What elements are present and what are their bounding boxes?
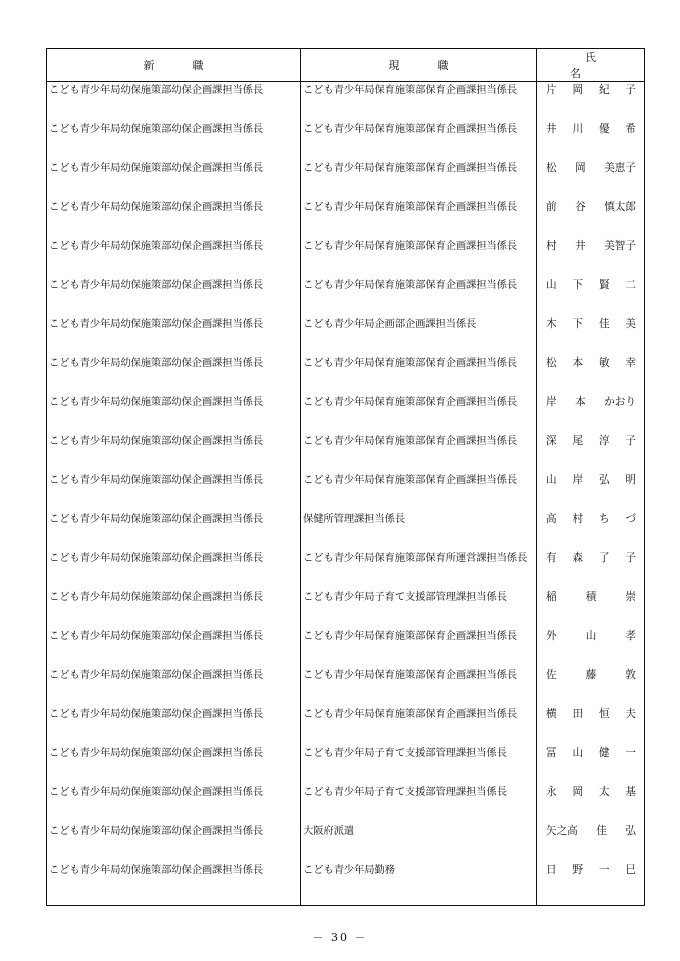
- name-part: 矢之高: [546, 824, 578, 837]
- name-part: 美智子: [604, 239, 636, 252]
- current-position-cell: こども青少年局保育施策部保育企画課担当係長: [301, 706, 537, 745]
- current-position-cell: こども青少年局保育施策部保育企画課担当係長: [301, 472, 537, 511]
- name-part: 弘: [598, 473, 610, 486]
- name-text: [546, 241, 636, 252]
- table-row: [47, 862, 645, 906]
- table-row: [47, 160, 645, 199]
- name-part: 崇: [625, 590, 636, 603]
- name-part: 子: [625, 84, 636, 96]
- name-cell: [537, 628, 645, 667]
- name-text: [546, 865, 636, 876]
- name-part: 積: [585, 590, 597, 603]
- table-row: [47, 82, 645, 121]
- name-part: 岡: [572, 785, 584, 798]
- new-position-cell: こども青少年局幼保施策部幼保企画課担当係長: [47, 745, 301, 784]
- name-cell: [537, 316, 645, 355]
- name-part: 下: [572, 278, 584, 291]
- name-part: 紀: [598, 84, 610, 96]
- new-position-cell: こども青少年局幼保施策部幼保企画課担当係長: [47, 784, 301, 823]
- name-part: 下: [572, 317, 584, 330]
- name-part: 本: [575, 395, 586, 408]
- current-position-cell: こども青少年局保育施策部保育企画課担当係長: [301, 667, 537, 706]
- name-part: 松: [546, 356, 557, 369]
- name-part: 美恵子: [604, 161, 636, 174]
- name-text: [546, 163, 636, 174]
- table-row: [47, 667, 645, 706]
- name-text: [546, 748, 636, 759]
- table-row: [47, 355, 645, 394]
- table-row: [47, 238, 645, 277]
- name-part: 淳: [598, 434, 610, 447]
- name-text: [546, 709, 636, 720]
- name-cell: [537, 667, 645, 706]
- table-row: [47, 199, 645, 238]
- name-part: 巳: [625, 863, 636, 876]
- name-part: 岡: [575, 161, 586, 174]
- name-text: [546, 670, 636, 681]
- name-text: [546, 475, 636, 486]
- name-cell: [537, 745, 645, 784]
- name-part: 山: [546, 278, 557, 291]
- table-row: [47, 121, 645, 160]
- name-part: 川: [572, 122, 584, 135]
- new-position-cell: こども青少年局幼保施策部幼保企画課担当係長: [47, 82, 301, 121]
- table-row: [47, 745, 645, 784]
- name-part: 本: [572, 356, 584, 369]
- name-part: 岡: [572, 84, 584, 96]
- name-part: 日: [546, 863, 557, 876]
- name-part: 井: [575, 239, 586, 252]
- name-part: 恒: [598, 707, 610, 720]
- new-position-cell: こども青少年局幼保施策部幼保企画課担当係長: [47, 160, 301, 199]
- name-part: 孝: [625, 629, 636, 642]
- name-part: 優: [598, 122, 610, 135]
- name-cell: [537, 433, 645, 472]
- current-position-cell: こども青少年局子育て支援部管理課担当係長: [301, 589, 537, 628]
- header-name: 氏名: [537, 49, 645, 82]
- name-cell: [537, 589, 645, 628]
- new-position-cell: こども青少年局幼保施策部幼保企画課担当係長: [47, 238, 301, 277]
- name-part: 希: [625, 122, 636, 135]
- name-text: [546, 280, 636, 291]
- name-part: 松: [546, 161, 557, 174]
- name-part: 山: [546, 473, 557, 486]
- name-part: 夫: [625, 707, 636, 720]
- name-part: ち: [598, 512, 610, 525]
- name-cell: [537, 277, 645, 316]
- name-text: [546, 85, 636, 96]
- name-part: 二: [625, 278, 636, 291]
- name-part: 一: [625, 746, 636, 759]
- new-position-cell: こども青少年局幼保施策部幼保企画課担当係長: [47, 511, 301, 550]
- new-position-cell: こども青少年局幼保施策部幼保企画課担当係長: [47, 433, 301, 472]
- name-part: 太: [598, 785, 610, 798]
- name-part: 永: [546, 785, 557, 798]
- name-text: [546, 124, 636, 135]
- name-cell: [537, 706, 645, 745]
- name-part: 藤: [585, 668, 597, 681]
- name-part: 外: [546, 629, 557, 642]
- name-part: 前: [546, 200, 557, 213]
- name-cell: [537, 784, 645, 823]
- name-part: 田: [572, 707, 584, 720]
- name-part: 基: [625, 785, 636, 798]
- name-text: [546, 358, 636, 369]
- new-position-cell: こども青少年局幼保施策部幼保企画課担当係長: [47, 823, 301, 862]
- name-part: 冨: [546, 746, 557, 759]
- name-part: 美: [625, 317, 636, 330]
- current-position-cell: こども青少年局保育施策部保育企画課担当係長: [301, 238, 537, 277]
- new-position-cell: こども青少年局幼保施策部幼保企画課担当係長: [47, 277, 301, 316]
- table-row: [47, 394, 645, 433]
- name-cell: [537, 550, 645, 589]
- name-part: 森: [572, 551, 584, 564]
- name-part: 岸: [546, 395, 557, 408]
- name-part: 有: [546, 551, 557, 564]
- name-part: 佳: [598, 317, 610, 330]
- name-cell: [537, 160, 645, 199]
- header-row: [47, 49, 645, 82]
- page-number: － 30 －: [312, 931, 368, 944]
- name-cell: [537, 862, 645, 906]
- name-part: 賢: [598, 278, 610, 291]
- table-row: [47, 472, 645, 511]
- current-position-cell: こども青少年局勤務: [301, 862, 537, 906]
- table-row: [47, 706, 645, 745]
- name-part: 谷: [575, 200, 586, 213]
- name-part: 健: [598, 746, 610, 759]
- name-text: [546, 787, 636, 798]
- name-part: 子: [625, 434, 636, 447]
- current-position-cell: こども青少年局保育施策部保育企画課担当係長: [301, 355, 537, 394]
- table-row: [47, 511, 645, 550]
- name-part: 明: [625, 473, 636, 486]
- header-current-position: 現職: [301, 49, 537, 82]
- header-new-position: 新職: [47, 49, 301, 82]
- name-text: [546, 436, 636, 447]
- name-cell: [537, 82, 645, 121]
- current-position-cell: こども青少年局保育施策部保育企画課担当係長: [301, 160, 537, 199]
- new-position-cell: こども青少年局幼保施策部幼保企画課担当係長: [47, 667, 301, 706]
- name-cell: [537, 511, 645, 550]
- name-part: 敏: [598, 356, 610, 369]
- name-part: 慎太郎: [604, 200, 636, 213]
- current-position-cell: 大阪府派遣: [301, 823, 537, 862]
- name-part: 深: [546, 434, 557, 447]
- name-part: 村: [546, 239, 557, 252]
- name-part: 山: [572, 746, 584, 759]
- name-text: [546, 826, 636, 837]
- current-position-cell: こども青少年局子育て支援部管理課担当係長: [301, 784, 537, 823]
- new-position-cell: こども青少年局幼保施策部幼保企画課担当係長: [47, 121, 301, 160]
- name-cell: [537, 199, 645, 238]
- new-position-cell: こども青少年局幼保施策部幼保企画課担当係長: [47, 472, 301, 511]
- name-part: 稲: [546, 590, 557, 603]
- name-part: 佐: [546, 668, 557, 681]
- new-position-cell: こども青少年局幼保施策部幼保企画課担当係長: [47, 316, 301, 355]
- name-part: 高: [546, 512, 557, 525]
- name-cell: [537, 238, 645, 277]
- name-cell: [537, 394, 645, 433]
- name-part: 井: [546, 122, 557, 135]
- name-part: 片: [546, 84, 557, 96]
- table-row: [47, 589, 645, 628]
- name-part: 弘: [625, 824, 636, 837]
- table-row: [47, 628, 645, 667]
- name-part: づ: [625, 512, 636, 525]
- table-row: [47, 550, 645, 589]
- current-position-cell: こども青少年局保育施策部保育企画課担当係長: [301, 121, 537, 160]
- table-row: [47, 316, 645, 355]
- current-position-cell: こども青少年局保育施策部保育所運営課担当係長: [301, 550, 537, 589]
- new-position-cell: こども青少年局幼保施策部幼保企画課担当係長: [47, 355, 301, 394]
- name-cell: [537, 121, 645, 160]
- name-part: かおり: [604, 395, 636, 408]
- new-position-cell: こども青少年局幼保施策部幼保企画課担当係長: [47, 199, 301, 238]
- name-part: 岸: [572, 473, 584, 486]
- current-position-cell: こども青少年局保育施策部保育企画課担当係長: [301, 433, 537, 472]
- name-text: [546, 631, 636, 642]
- current-position-cell: こども青少年局保育施策部保育企画課担当係長: [301, 199, 537, 238]
- table-body: [47, 82, 645, 906]
- current-position-cell: こども青少年局保育施策部保育企画課担当係長: [301, 394, 537, 433]
- name-text: [546, 592, 636, 603]
- name-text: [546, 319, 636, 330]
- name-part: 尾: [572, 434, 584, 447]
- name-part: 一: [598, 863, 610, 876]
- name-part: 佳: [596, 824, 607, 837]
- table-row: [47, 433, 645, 472]
- name-text: [546, 553, 636, 564]
- personnel-table: [46, 48, 645, 906]
- new-position-cell: こども青少年局幼保施策部幼保企画課担当係長: [47, 628, 301, 667]
- name-text: [546, 514, 636, 525]
- current-position-cell: こども青少年局保育施策部保育企画課担当係長: [301, 82, 537, 121]
- name-part: 幸: [625, 356, 636, 369]
- name-cell: [537, 472, 645, 511]
- new-position-cell: こども青少年局幼保施策部幼保企画課担当係長: [47, 550, 301, 589]
- name-text: [546, 397, 636, 408]
- name-part: 村: [572, 512, 584, 525]
- name-part: 敦: [625, 668, 636, 681]
- name-cell: [537, 823, 645, 862]
- name-part: 了: [598, 551, 610, 564]
- current-position-cell: こども青少年局子育て支援部管理課担当係長: [301, 745, 537, 784]
- table-header: [47, 49, 645, 82]
- current-position-cell: こども青少年局企画部企画課担当係長: [301, 316, 537, 355]
- new-position-cell: こども青少年局幼保施策部幼保企画課担当係長: [47, 394, 301, 433]
- name-part: 木: [546, 317, 557, 330]
- name-part: 野: [572, 863, 584, 876]
- new-position-cell: こども青少年局幼保施策部幼保企画課担当係長: [47, 589, 301, 628]
- current-position-cell: 保健所管理課担当係長: [301, 511, 537, 550]
- name-part: 横: [546, 707, 557, 720]
- new-position-cell: こども青少年局幼保施策部幼保企画課担当係長: [47, 706, 301, 745]
- name-part: 山: [585, 629, 597, 642]
- name-part: 子: [625, 551, 636, 564]
- table-row: [47, 784, 645, 823]
- name-text: [546, 202, 636, 213]
- current-position-cell: こども青少年局保育施策部保育企画課担当係長: [301, 628, 537, 667]
- table-row: [47, 277, 645, 316]
- name-cell: [537, 355, 645, 394]
- new-position-cell: こども青少年局幼保施策部幼保企画課担当係長: [47, 862, 301, 906]
- current-position-cell: こども青少年局保育施策部保育企画課担当係長: [301, 277, 537, 316]
- table-row: [47, 823, 645, 862]
